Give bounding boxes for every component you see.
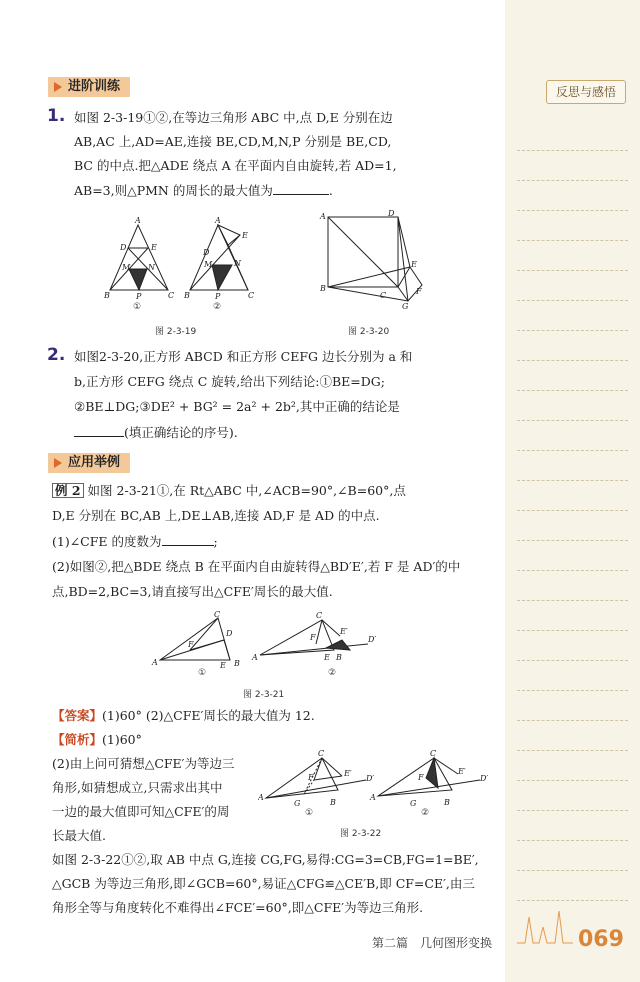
fig21-sub2: ② xyxy=(328,668,337,678)
section-arrow-icon xyxy=(54,458,62,468)
svg-text:G: G xyxy=(402,302,409,310)
analysis-para-2: △GCB 为等边三角形,即∠GCB=60°,易证△CFG≌△CE′B,即 CF=CE′,由三 xyxy=(52,876,475,891)
example-line-5: 点,BD=2,BC=3,请直接写出△CFE′周长的最大值. xyxy=(52,584,333,599)
svg-text:F: F xyxy=(418,773,424,782)
svg-text:A: A xyxy=(370,793,376,802)
fig19-caption: 图 2-3-19 xyxy=(155,327,197,337)
section-title: 进阶训练 xyxy=(68,79,121,94)
svg-text:M: M xyxy=(122,263,131,272)
svg-text:F: F xyxy=(416,287,422,296)
svg-text:A: A xyxy=(258,793,264,802)
svg-text:D: D xyxy=(388,209,395,218)
figure-2-3-20 xyxy=(312,205,432,310)
svg-text:E′: E′ xyxy=(344,769,352,778)
answer-blank[interactable] xyxy=(74,424,124,437)
q2-line-4 xyxy=(74,424,238,441)
section-heading-advanced xyxy=(48,77,130,97)
example-line-2: D,E 分别在 BC,AB 上,DE⊥AB,连接 AD,F 是 AD 的中点. xyxy=(52,508,380,523)
svg-text:P: P xyxy=(136,292,142,301)
svg-text:B: B xyxy=(444,798,450,807)
analysis-line-1 xyxy=(52,732,142,748)
analysis-line-4: 一边的最大值即可知△CFE′的周 xyxy=(52,804,230,819)
fig22-caption: 图 2-3-22 xyxy=(340,829,382,839)
q1-line-4 xyxy=(74,182,333,199)
figure-2-3-19 xyxy=(100,215,270,325)
answer-blank[interactable] xyxy=(162,533,214,546)
svg-text:C: C xyxy=(318,750,325,758)
analysis-tag: 【简析】 xyxy=(52,732,103,747)
svg-text:D: D xyxy=(226,629,233,638)
section-arrow-icon xyxy=(54,82,62,92)
figure-2-3-21 xyxy=(150,610,385,680)
svg-text:E: E xyxy=(151,243,157,252)
svg-text:D: D xyxy=(120,243,127,252)
svg-text:C: C xyxy=(214,610,221,619)
q2-last-text: (填正确结论的序号). xyxy=(124,425,238,440)
analysis-para-1: 如图 2-3-22①②,取 AB 中点 G,连接 CG,FG,易得:CG=3=CB,FG=1=BE′, xyxy=(52,852,479,867)
analysis-first: (1)60° xyxy=(102,732,142,747)
svg-text:A: A xyxy=(320,212,326,221)
q2-line-1: 如图2-3-20,正方形 ABCD 和正方形 CEFG 边长分别为 a 和 xyxy=(74,349,413,364)
fig21-caption: 图 2-3-21 xyxy=(243,690,285,700)
q2-line-2: b,正方形 CEFG 绕点 C 旋转,给出下列结论:①BE=DG; xyxy=(74,374,385,389)
svg-text:D′: D′ xyxy=(366,774,375,783)
question-number: 2. xyxy=(47,345,66,365)
fig21-sub1: ① xyxy=(198,668,207,678)
answer-text: (1)60° (2)△CFE′周长的最大值为 12. xyxy=(102,708,315,723)
answer-line xyxy=(52,708,315,724)
q1-line-4-text: AB=3,则△PMN 的周长的最大值为 xyxy=(74,183,273,198)
svg-text:F: F xyxy=(310,633,316,642)
svg-text:F: F xyxy=(308,773,314,782)
svg-text:B: B xyxy=(184,291,190,300)
footer-part: 第二篇 xyxy=(372,936,409,950)
section-heading-examples xyxy=(48,453,130,473)
svg-text:A: A xyxy=(152,658,158,667)
q2-line-3: ②BE⊥DG;③DE² + BG² = 2a² + 2b²,其中正确的结论是 xyxy=(74,399,400,414)
analysis-line-2: (2)由上问可猜想△CFE′为等边三 xyxy=(52,756,235,771)
svg-text:C: C xyxy=(380,291,387,300)
city-skyline-icon xyxy=(515,905,575,945)
example-line-1 xyxy=(52,483,406,499)
example-line-4: (2)如图②,把△BDE 绕点 B 在平面内自由旋转得△BD′E′,若 F 是 AD′的中 xyxy=(52,559,461,574)
example-semicolon: ; xyxy=(213,534,218,549)
analysis-line-3: 角形,如猜想成立,只需求出其中 xyxy=(52,780,223,795)
notes-sidebar xyxy=(505,0,640,982)
svg-text:E: E xyxy=(242,231,248,240)
svg-text:P: P xyxy=(215,292,221,301)
svg-text:F: F xyxy=(188,640,194,649)
notes-title: 反思与感悟 xyxy=(546,80,626,104)
analysis-para-3: 角形全等与角度转化不难得出∠FCE′=60°,即△CFE′为等边三角形. xyxy=(52,900,424,915)
analysis-line-5: 长最大值. xyxy=(52,828,106,843)
answer-tag: 【答案】 xyxy=(52,708,103,723)
question-number: 1. xyxy=(47,106,66,126)
svg-text:C: C xyxy=(430,750,437,758)
fig19-sub1: ① xyxy=(133,302,142,312)
svg-text:B: B xyxy=(336,653,342,662)
q1-line-1: 如图 2-3-19①②,在等边三角形 ABC 中,点 D,E 分别在边 xyxy=(74,110,393,125)
example-line-3 xyxy=(52,533,218,550)
svg-text:G: G xyxy=(294,799,301,808)
svg-text:C: C xyxy=(248,291,255,300)
svg-text:D′: D′ xyxy=(480,774,489,783)
svg-text:E′: E′ xyxy=(458,767,466,776)
q1-line-3: BC 的中点.把△ADE 绕点 A 在平面内自由旋转,若 AD=1, xyxy=(74,158,397,173)
svg-text:M: M xyxy=(204,260,213,269)
answer-blank[interactable] xyxy=(273,182,329,195)
svg-text:B: B xyxy=(104,291,110,300)
svg-text:C: C xyxy=(316,611,323,620)
svg-text:B: B xyxy=(320,284,326,293)
page-number: 069 xyxy=(578,927,624,952)
example-line-3-text: (1)∠CFE 的度数为 xyxy=(52,534,162,549)
svg-text:G: G xyxy=(410,799,417,808)
svg-text:B: B xyxy=(330,798,336,807)
example-label: 例 2 xyxy=(52,483,84,498)
svg-text:E: E xyxy=(220,661,226,670)
svg-text:C: C xyxy=(168,291,175,300)
fig20-caption: 图 2-3-20 xyxy=(348,327,390,337)
svg-text:E′: E′ xyxy=(340,627,348,636)
q1-end: . xyxy=(328,183,333,198)
svg-text:N: N xyxy=(234,259,241,268)
footer-chapter: 几何图形变换 xyxy=(420,936,493,950)
svg-text:E: E xyxy=(324,653,330,662)
fig19-sub2: ② xyxy=(213,302,222,312)
svg-text:D: D xyxy=(203,248,210,257)
svg-text:A: A xyxy=(252,653,258,662)
svg-text:A: A xyxy=(135,216,141,225)
fig22-sub1: ① xyxy=(305,808,314,818)
figure-2-3-22 xyxy=(258,750,493,825)
svg-text:N: N xyxy=(148,263,155,272)
svg-text:E: E xyxy=(411,260,417,269)
fig22-sub2: ② xyxy=(421,808,430,818)
svg-text:B: B xyxy=(234,659,240,668)
svg-text:A: A xyxy=(215,216,221,225)
q1-line-2: AB,AC 上,AD=AE,连接 BE,CD,M,N,P 分别是 BE,CD, xyxy=(74,134,392,149)
svg-text:D′: D′ xyxy=(368,635,377,644)
section-title: 应用举例 xyxy=(68,455,121,470)
example-line-1-text: 如图 2-3-21①,在 Rt△ABC 中,∠ACB=90°,∠B=60°,点 xyxy=(87,483,406,498)
